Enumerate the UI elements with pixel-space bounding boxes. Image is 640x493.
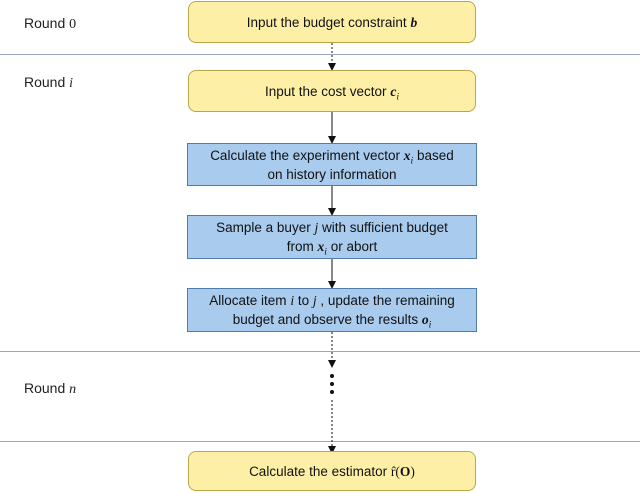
input-cost-box: Input the cost vector $c_i$ [188, 70, 476, 112]
input-budget-box: Input the budget constraint b [188, 1, 476, 43]
continuation-dots [326, 374, 338, 398]
dot [330, 374, 334, 378]
allocate-item-box: Allocate item i to j , update the remaining budget and observe the results $o_i$ [187, 288, 477, 332]
dot [330, 390, 334, 394]
calculate-estimator-box: Calculate the estimator r̂(O) [188, 451, 476, 491]
dot [330, 382, 334, 386]
round-n-label: Round n [24, 380, 77, 397]
calculate-experiment-box: Calculate the experiment vector $x_i$ based on history information [187, 143, 477, 186]
round-i-label: Round i [24, 74, 74, 91]
sample-buyer-box: Sample a buyer j with sufficient budget from $x_i$ or abort [187, 215, 477, 259]
round-0-label: Round 0 [24, 15, 77, 32]
